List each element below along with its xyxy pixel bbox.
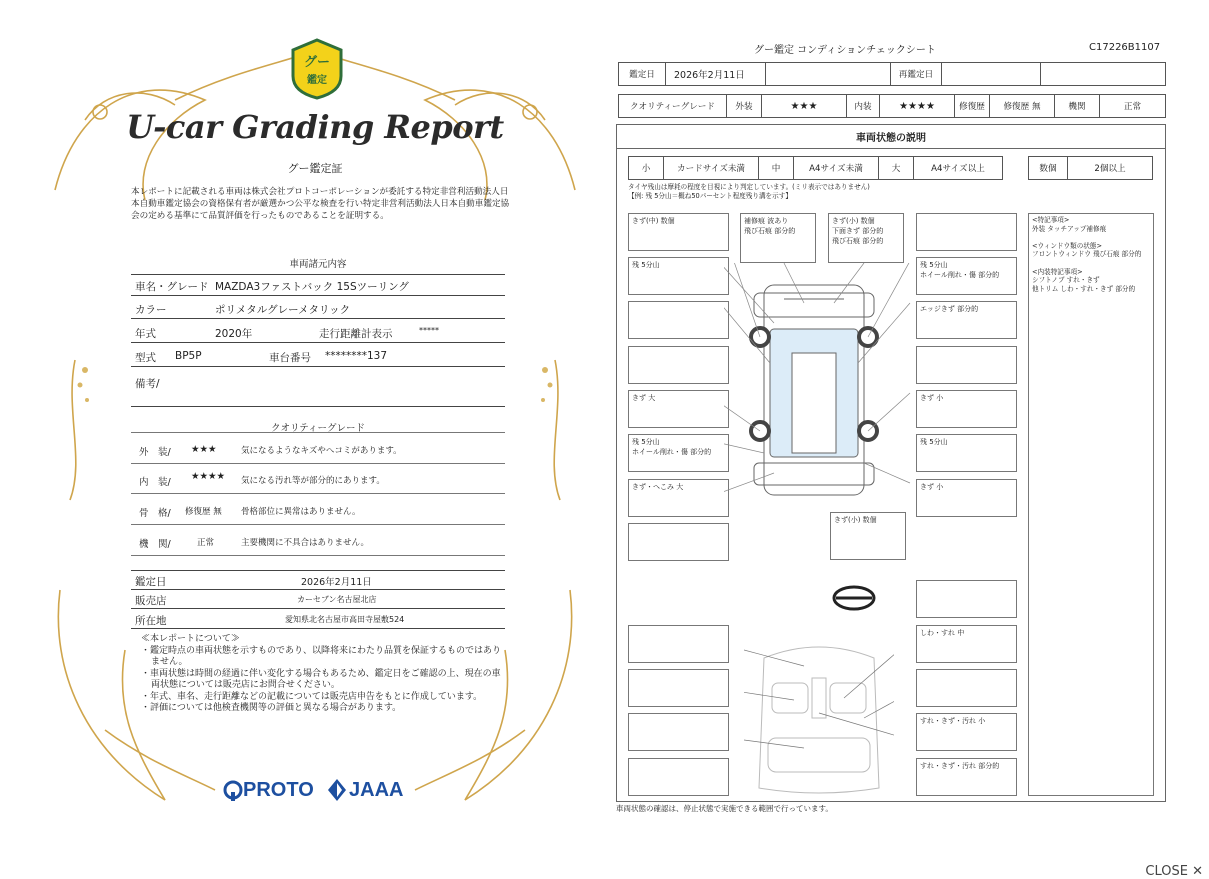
damage-box-left: 残 5分山 xyxy=(628,257,729,295)
dealer-row xyxy=(131,590,505,609)
spec-label: 車台番号 xyxy=(269,352,311,364)
damage-box-bottom: きず(小) 数個 xyxy=(830,512,906,560)
section-title: 車両状態の説明 xyxy=(616,124,1166,149)
address-label: 所在地 xyxy=(135,615,167,627)
certificate-subtitle: グー鑑定証 xyxy=(287,162,343,175)
quality-title: クオリティーグレード xyxy=(270,423,366,434)
certificate-intro: 本レポートに記載される車両は株式会社プロトコーポレーションが委託する特定非営利活動法人日本自動車鑑定協会の資格保有者が厳選かつ公平な検査を行い特定非営利活動法人日本自動車鑑定協会の定める基準にて品質評価を行ったものであることを証明する。 xyxy=(131,187,510,221)
damage-box-right: すれ・きず・汚れ 部分的 xyxy=(916,758,1017,796)
damage-box-left: きず・へこみ 大 xyxy=(628,479,729,517)
engine-value: 正常 xyxy=(1099,94,1166,118)
spec-value: 2020年 xyxy=(215,328,253,340)
repair-label: 修復歴 xyxy=(954,94,990,118)
exterior-value: ★★★ xyxy=(761,94,847,118)
legend-large-desc: A4サイズ以上 xyxy=(913,156,1003,180)
note-item: ・年式、車名、走行距離などの記載については販売店申告をもとに作成しています。 xyxy=(141,691,483,702)
sheet-footer: 車両状態の確認は、停止状態で実施できる範囲で行っています。 xyxy=(616,804,833,813)
grade-row-engine xyxy=(131,525,505,556)
damage-box-left xyxy=(628,523,729,561)
dealer-value: カーセブン名古屋北店 xyxy=(297,595,377,604)
grade-comment: 気になる汚れ等が部分的にあります。 xyxy=(241,476,385,486)
grade-comment: 主要機関に不具合はありません。 xyxy=(241,538,370,548)
spec-label: 型式 xyxy=(135,352,156,364)
damage-box-left xyxy=(628,713,729,751)
steering-wheel-icon xyxy=(830,584,878,612)
spec-row-name xyxy=(131,274,505,296)
proto-logo: PROTO xyxy=(243,779,314,801)
quality-label: クオリティーグレード xyxy=(618,94,727,118)
legend-small: 小 xyxy=(628,156,664,180)
damage-box-right xyxy=(916,580,1017,618)
spec-label: 年式 xyxy=(135,328,156,340)
damage-box-right: 残 5分山 ホイール削れ・傷 部分的 xyxy=(916,257,1017,295)
sheet-code: C17226B1107 xyxy=(1089,42,1161,53)
interior-value: ★★★★ xyxy=(879,94,955,118)
spec-label: 備考/ xyxy=(135,378,160,390)
legend-count: 数個 xyxy=(1028,156,1068,180)
tire-note: タイヤ残山は摩耗の程度を目視により判定しています。(ミリ表示ではありません) 【例: 残 5分山＝概ね50パーセント程度残り溝を示す】 xyxy=(628,183,870,200)
legend-medium-desc: A4サイズ未満 xyxy=(793,156,879,180)
report-notes xyxy=(141,634,501,715)
appraisal-date-value: 2026年2月11日 xyxy=(301,577,372,588)
damage-box-left: きず 大 xyxy=(628,390,729,428)
grade-label: 機 関/ xyxy=(139,539,171,550)
grade-label: 骨 格/ xyxy=(139,508,171,519)
car-exterior-diagram xyxy=(724,263,914,523)
goo-appraisal-badge xyxy=(289,38,345,100)
address-row xyxy=(131,610,505,629)
damage-box-right xyxy=(916,213,1017,251)
note-item: ・車両状態は時間の経過に伴い変化する場合もあるため、鑑定日をご確認の上、現在の車両状態については販売店にお問合せください。 xyxy=(141,668,501,690)
special-notes: <特記事項> 外装 タッチアップ補修痕 <ウィンドウ類の状態> フロントウィンドウ 飛び石痕 部分的 <内装特記事項> シフトノブ すれ・きず 他トリム しわ・すれ・きず 部分的 xyxy=(1028,213,1154,796)
interior-label: 内装 xyxy=(846,94,880,118)
damage-box-right: きず 小 xyxy=(916,479,1017,517)
condition-check-sheet xyxy=(614,38,1174,818)
spec-label: 走行距離計表示 xyxy=(319,328,393,340)
spec-value: BP5P xyxy=(175,350,202,362)
note-item: ・評価については他検査機関等の評価と異なる場合があります。 xyxy=(141,703,402,713)
spec-value: MAZDA3ファストバック 15Sツーリング xyxy=(215,281,409,293)
grade-label: 外 装/ xyxy=(139,447,171,458)
car-interior-diagram xyxy=(744,638,894,798)
spec-label: 車名・グレード xyxy=(135,281,209,293)
grade-value: 修復歴 無 xyxy=(185,507,222,517)
grade-comment: 骨格部位に異常はありません。 xyxy=(241,507,361,517)
address-value: 愛知県北名古屋市高田寺屋敷524 xyxy=(285,615,405,624)
grade-row-interior xyxy=(131,463,505,494)
damage-box-top: きず(小) 数個 下面きず 部分的 飛び石痕 部分的 xyxy=(828,213,904,263)
damage-box-right: しわ・すれ 中 xyxy=(916,625,1017,663)
certificate-title: U-car Grading Report xyxy=(126,108,504,146)
damage-box-left: 残 5分山 ホイール削れ・傷 部分的 xyxy=(628,434,729,472)
reappraisal-blank xyxy=(1040,62,1166,86)
damage-box-right: きず 小 xyxy=(916,390,1017,428)
damage-box-left xyxy=(628,758,729,796)
damage-box-left xyxy=(628,669,729,707)
damage-box-right: 残 5分山 xyxy=(916,434,1017,472)
exterior-label: 外装 xyxy=(726,94,762,118)
grade-comment: 気になるようなキズやへコミがあります。 xyxy=(241,446,402,456)
date-value: 2026年2月11日 xyxy=(665,62,766,86)
spec-value: ***** xyxy=(419,326,439,335)
jaaa-logo: JAAA xyxy=(349,779,404,801)
legend-medium: 中 xyxy=(758,156,794,180)
damage-box-right: すれ・きず・汚れ 小 xyxy=(916,713,1017,751)
specs-title: 車両諸元内容 xyxy=(289,259,347,270)
damage-box-left: きず(中) 数個 xyxy=(628,213,729,251)
date-label: 鑑定日 xyxy=(618,62,666,86)
sheet-title: グー鑑定 コンディションチェックシート xyxy=(754,45,936,56)
damage-box-right xyxy=(916,346,1017,384)
jaaa-logo-icon xyxy=(327,778,347,802)
grade-row-frame xyxy=(131,494,505,525)
damage-box-left xyxy=(628,301,729,339)
legend-count-desc: 2個以上 xyxy=(1067,156,1153,180)
grade-value: ★★★ xyxy=(191,444,217,455)
damage-box-top: 補修痕 波あり 飛び石痕 部分的 xyxy=(740,213,816,263)
grade-value: ★★★★ xyxy=(191,471,226,482)
damage-box-left xyxy=(628,625,729,663)
spec-row-year xyxy=(131,322,505,343)
dealer-label: 販売店 xyxy=(135,595,167,607)
repair-value: 修復歴 無 xyxy=(989,94,1055,118)
spec-label: カラー xyxy=(135,304,167,316)
spec-row-model xyxy=(131,346,505,367)
legend-small-desc: カードサイズ未満 xyxy=(663,156,759,180)
spec-row-remarks xyxy=(131,372,505,407)
grading-certificate xyxy=(45,30,585,830)
legend-large: 大 xyxy=(878,156,914,180)
grade-value: 正常 xyxy=(197,538,215,548)
badge-text: 鑑定 xyxy=(307,75,327,86)
proto-logo-icon xyxy=(223,780,243,802)
spec-value: ********137 xyxy=(325,350,388,362)
appraisal-date-label: 鑑定日 xyxy=(135,576,167,588)
damage-box-left xyxy=(628,346,729,384)
grade-row-exterior xyxy=(131,432,505,464)
svg-text:グー: グー xyxy=(303,55,331,70)
note-item: ・鑑定時点の車両状態を示すものであり、以降将来にわたり品質を保証するものではありません。 xyxy=(141,645,502,667)
spec-row-color xyxy=(131,298,505,319)
engine-label: 機関 xyxy=(1054,94,1100,118)
sponsor-logos xyxy=(215,778,415,808)
damage-box-right xyxy=(916,669,1017,707)
notes-title: ≪本レポートについて≫ xyxy=(141,634,240,644)
grade-label: 内 装/ xyxy=(139,477,171,488)
reappraisal-value xyxy=(941,62,1041,86)
date-blank xyxy=(765,62,891,86)
reappraisal-label: 再鑑定日 xyxy=(890,62,942,86)
appraisal-date-row xyxy=(131,570,505,590)
damage-box-right: エッジきず 部分的 xyxy=(916,301,1017,339)
close-button[interactable]: CLOSE ✕ xyxy=(1145,864,1203,879)
spec-value: ポリメタルグレーメタリック xyxy=(215,304,351,316)
